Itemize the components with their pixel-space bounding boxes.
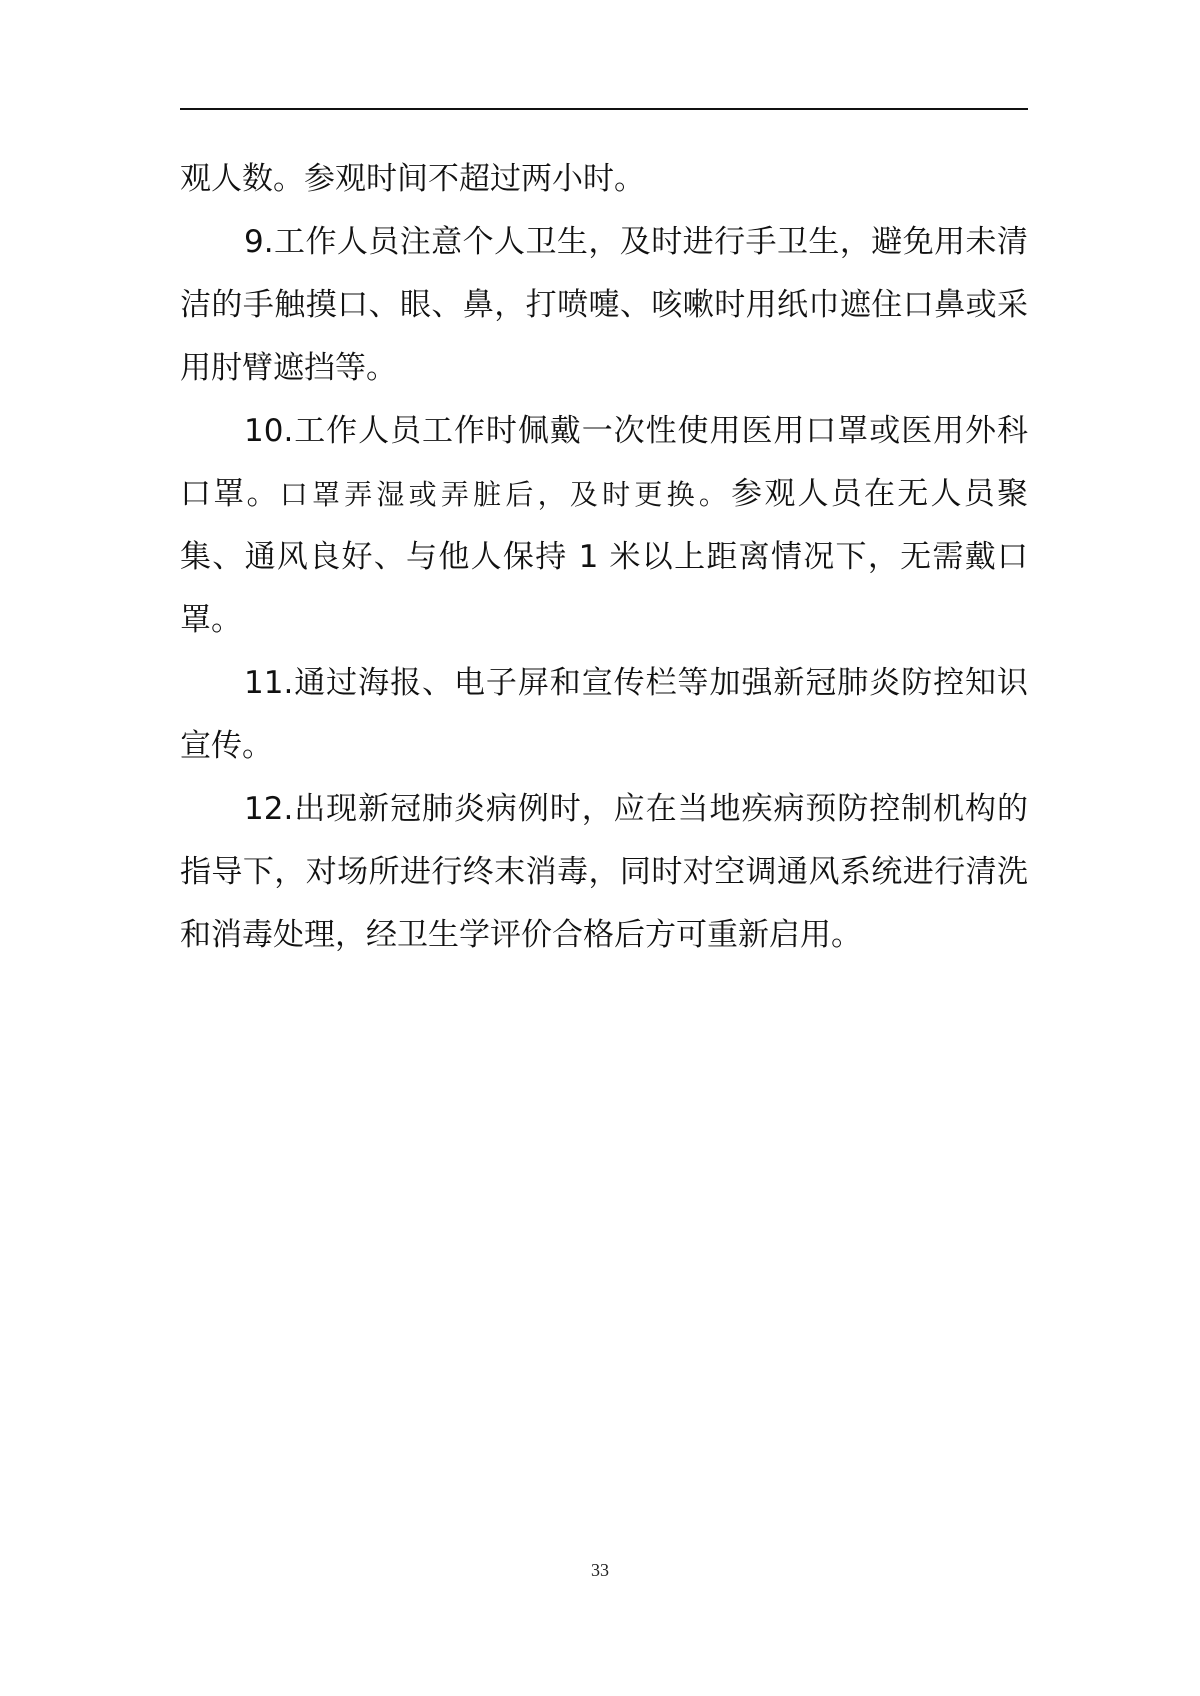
body-text [180, 148, 1028, 967]
paragraph-item-10 [180, 400, 1028, 652]
page-number: 33 [591, 1560, 609, 1580]
paragraph-item-12: 12.出现新冠肺炎病例时，应在当地疾病预防控制机构的指导下，对场所进行终末消毒，同时对空调通风系统进行清洗和消毒处理，经卫生学评价合格后方可重新启用。 [180, 791, 1028, 953]
paragraph-item-10-part1: 10.工作人员工作时佩戴一次性使用医用口罩或医用外科口罩。 [180, 413, 1028, 512]
header-rule [180, 108, 1028, 110]
paragraph-item-9: 9.工作人员注意个人卫生，及时进行手卫生，避免用未清洁的手触摸口、眼、鼻，打喷嚏、咳嗽时用纸巾遮住口鼻或采用肘臂遮挡等。 [180, 224, 1028, 386]
paragraph-continuation: 观人数。参观时间不超过两小时。 [180, 161, 645, 197]
paragraph-item-10-part2: 口罩弄湿或弄脏后，及时更换。 [279, 478, 732, 511]
paragraph-item-10-part3: 参观人员在无人员聚集、通风良好、与他人保持 1 米以上距离情况下，无需戴口罩。 [180, 476, 1028, 638]
paragraph-item-11: 11.通过海报、电子屏和宣传栏等加强新冠肺炎防控知识宣传。 [180, 665, 1028, 764]
